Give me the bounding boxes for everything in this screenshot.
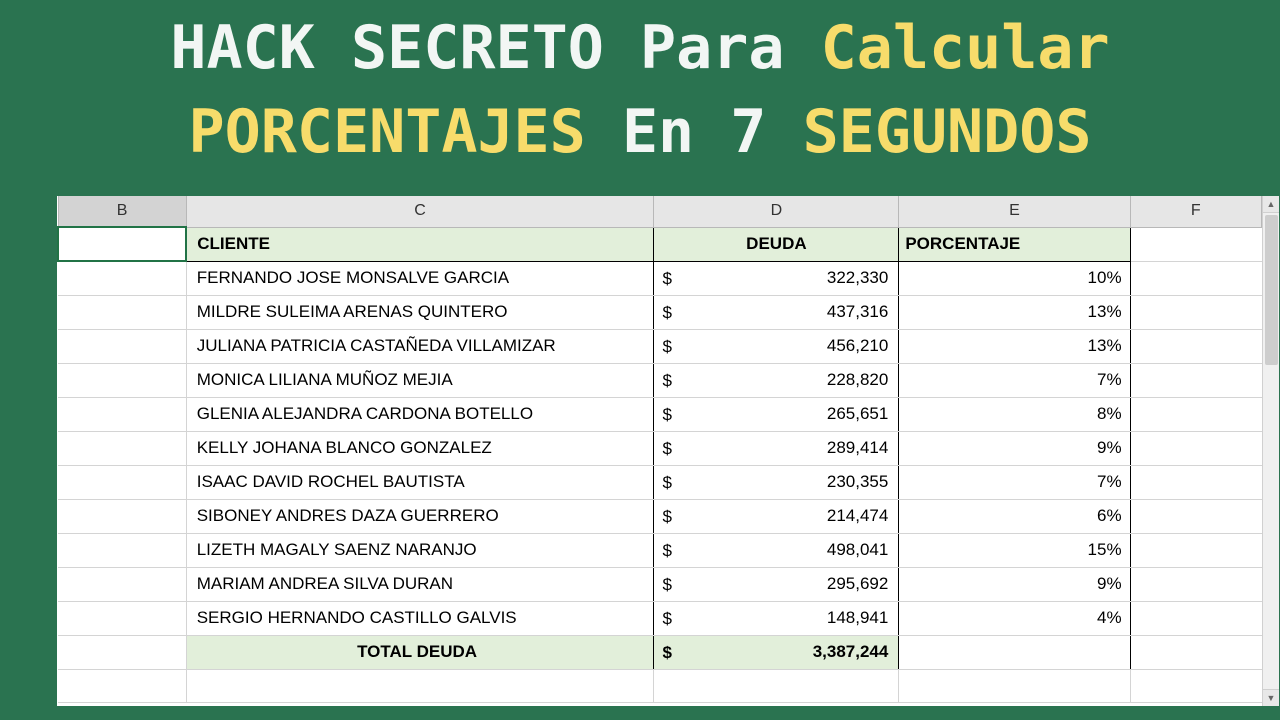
- cell-f[interactable]: [1130, 533, 1261, 567]
- table-row[interactable]: [58, 499, 1262, 533]
- cell-f[interactable]: [1130, 363, 1261, 397]
- cell-b[interactable]: [58, 669, 186, 702]
- cell-deuda-empty[interactable]: [654, 669, 899, 702]
- cell-deuda-value: 456,210: [826, 336, 889, 355]
- title-line-2-highlight-2: SEGUNDOS: [802, 97, 1092, 167]
- cell-deuda-value: 498,041: [826, 540, 889, 559]
- header-cell-cliente[interactable]: CLIENTE: [186, 227, 654, 261]
- column-header-row[interactable]: [58, 196, 1262, 227]
- table-row-empty[interactable]: [58, 669, 1262, 702]
- cell-deuda[interactable]: [654, 363, 899, 397]
- scrollbar-thumb[interactable]: [1265, 215, 1278, 365]
- cell-cliente[interactable]: LIZETH MAGALY SAENZ NARANJO: [186, 533, 654, 567]
- cell-porcentaje[interactable]: 7%: [899, 465, 1130, 499]
- cell-cliente[interactable]: SERGIO HERNANDO CASTILLO GALVIS: [186, 601, 654, 635]
- cell-porcentaje[interactable]: 9%: [899, 567, 1130, 601]
- currency-symbol: $: [662, 404, 672, 424]
- column-header-c[interactable]: C: [186, 196, 654, 227]
- cell-deuda[interactable]: [654, 499, 899, 533]
- cell-f[interactable]: [1130, 261, 1261, 295]
- scroll-up-arrow-icon[interactable]: ▲: [1263, 196, 1280, 213]
- cell-deuda-value: 230,355: [826, 472, 889, 491]
- cell-f[interactable]: [1130, 499, 1261, 533]
- cell-porcentaje-empty[interactable]: [899, 669, 1130, 702]
- cell-cliente[interactable]: SIBONEY ANDRES DAZA GUERRERO: [186, 499, 654, 533]
- cell-b[interactable]: [58, 499, 186, 533]
- table-row[interactable]: [58, 431, 1262, 465]
- cell-deuda-value: 214,474: [826, 506, 889, 525]
- cell-b[interactable]: [58, 363, 186, 397]
- cell-deuda-value: 437,316: [826, 302, 889, 321]
- cell-cliente-empty[interactable]: [186, 669, 654, 702]
- table-row[interactable]: [58, 567, 1262, 601]
- table-row[interactable]: [58, 465, 1262, 499]
- currency-symbol: $: [662, 472, 672, 492]
- currency-symbol: $: [662, 370, 672, 390]
- table-row[interactable]: [58, 397, 1262, 431]
- cell-f2[interactable]: [1130, 227, 1261, 261]
- cell-f[interactable]: [1130, 669, 1261, 702]
- cell-deuda-value: 228,820: [826, 370, 889, 389]
- title-line-1-text: HACK SECRETO Para: [170, 13, 821, 83]
- cell-porcentaje[interactable]: 6%: [899, 499, 1130, 533]
- cell-f[interactable]: [1130, 635, 1261, 669]
- title-line-1: [0, 6, 1280, 90]
- cell-cliente[interactable]: KELLY JOHANA BLANCO GONZALEZ: [186, 431, 654, 465]
- total-label[interactable]: TOTAL DEUDA: [186, 635, 654, 669]
- table-row[interactable]: [58, 601, 1262, 635]
- table-row[interactable]: [58, 329, 1262, 363]
- spreadsheet-rows: [58, 227, 1262, 702]
- total-deuda[interactable]: [654, 635, 899, 669]
- cell-deuda[interactable]: [654, 397, 899, 431]
- cell-f[interactable]: [1130, 295, 1261, 329]
- cell-f[interactable]: [1130, 465, 1261, 499]
- column-header-d[interactable]: D: [654, 196, 899, 227]
- cell-f[interactable]: [1130, 397, 1261, 431]
- cell-f[interactable]: [1130, 567, 1261, 601]
- table-row[interactable]: [58, 261, 1262, 295]
- cell-cliente[interactable]: JULIANA PATRICIA CASTAÑEDA VILLAMIZAR: [186, 329, 654, 363]
- cell-deuda[interactable]: [654, 329, 899, 363]
- table-header-row[interactable]: [58, 227, 1262, 261]
- currency-symbol: $: [662, 540, 672, 560]
- cell-deuda[interactable]: [654, 567, 899, 601]
- cell-porcentaje[interactable]: 13%: [899, 295, 1130, 329]
- cell-deuda[interactable]: [654, 601, 899, 635]
- currency-symbol: $: [662, 506, 672, 526]
- cell-b[interactable]: [58, 533, 186, 567]
- cell-deuda-value: 148,941: [826, 608, 889, 627]
- total-row[interactable]: [58, 635, 1262, 669]
- cell-deuda-value: 322,330: [826, 268, 889, 287]
- spreadsheet-body: [57, 196, 1279, 706]
- currency-symbol: $: [662, 302, 672, 322]
- cell-deuda[interactable]: [654, 465, 899, 499]
- cell-deuda-value: 295,692: [826, 574, 889, 593]
- cell-cliente[interactable]: MARIAM ANDREA SILVA DURAN: [186, 567, 654, 601]
- table-row[interactable]: [58, 533, 1262, 567]
- title-line-2: [0, 90, 1280, 174]
- cell-porcentaje[interactable]: 7%: [899, 363, 1130, 397]
- cell-porcentaje[interactable]: 10%: [899, 261, 1130, 295]
- page-title: [0, 0, 1280, 174]
- cell-b[interactable]: [58, 635, 186, 669]
- column-header-f[interactable]: F: [1130, 196, 1261, 227]
- cell-deuda-value: 265,651: [826, 404, 889, 423]
- total-porcentaje[interactable]: [899, 635, 1130, 669]
- header-cell-deuda[interactable]: DEUDA: [654, 227, 899, 261]
- cell-b[interactable]: [58, 397, 186, 431]
- cell-b[interactable]: [58, 567, 186, 601]
- column-header-b[interactable]: B: [58, 196, 186, 227]
- currency-symbol: $: [662, 268, 672, 288]
- cell-cliente[interactable]: GLENIA ALEJANDRA CARDONA BOTELLO: [186, 397, 654, 431]
- cell-b[interactable]: [58, 329, 186, 363]
- cell-b[interactable]: [58, 261, 186, 295]
- currency-symbol: $: [662, 574, 672, 594]
- table-row[interactable]: [58, 295, 1262, 329]
- cell-b[interactable]: [58, 465, 186, 499]
- cell-f[interactable]: [1130, 431, 1261, 465]
- cell-cliente[interactable]: MONICA LILIANA MUÑOZ MEJIA: [186, 363, 654, 397]
- total-deuda-value: 3,387,244: [812, 642, 889, 661]
- currency-symbol: $: [662, 608, 672, 628]
- title-line-1-highlight: Calcular: [820, 13, 1110, 83]
- cell-b[interactable]: [58, 431, 186, 465]
- cell-deuda[interactable]: [654, 261, 899, 295]
- spreadsheet-grid-area[interactable]: [57, 196, 1262, 706]
- cell-deuda[interactable]: [654, 533, 899, 567]
- column-header-e[interactable]: E: [899, 196, 1130, 227]
- table-row[interactable]: [58, 363, 1262, 397]
- cell-b[interactable]: [58, 295, 186, 329]
- cell-porcentaje[interactable]: 15%: [899, 533, 1130, 567]
- cell-cliente[interactable]: ISAAC DAVID ROCHEL BAUTISTA: [186, 465, 654, 499]
- vertical-scrollbar[interactable]: [1262, 196, 1279, 706]
- cell-porcentaje[interactable]: 4%: [899, 601, 1130, 635]
- spreadsheet-grid[interactable]: [57, 196, 1262, 703]
- cell-porcentaje[interactable]: 8%: [899, 397, 1130, 431]
- cell-porcentaje[interactable]: 9%: [899, 431, 1130, 465]
- cell-f[interactable]: [1130, 601, 1261, 635]
- cell-deuda[interactable]: [654, 295, 899, 329]
- spreadsheet-window[interactable]: [57, 196, 1279, 706]
- cell-cliente[interactable]: MILDRE SULEIMA ARENAS QUINTERO: [186, 295, 654, 329]
- title-line-2-highlight-1: PORCENTAJES: [188, 97, 622, 167]
- header-cell-porcentaje[interactable]: PORCENTAJE: [899, 227, 1130, 261]
- cell-porcentaje[interactable]: 13%: [899, 329, 1130, 363]
- scroll-down-arrow-icon[interactable]: ▼: [1263, 689, 1280, 706]
- cell-deuda-value: 289,414: [826, 438, 889, 457]
- cell-deuda[interactable]: [654, 431, 899, 465]
- cell-cliente[interactable]: FERNANDO JOSE MONSALVE GARCIA: [186, 261, 654, 295]
- cell-b[interactable]: [58, 601, 186, 635]
- currency-symbol: $: [662, 336, 672, 356]
- currency-symbol: $: [662, 438, 672, 458]
- title-line-2-text: En 7: [621, 97, 803, 167]
- currency-symbol: $: [662, 642, 672, 662]
- cell-f[interactable]: [1130, 329, 1261, 363]
- cell-b2-selected[interactable]: [58, 227, 186, 261]
